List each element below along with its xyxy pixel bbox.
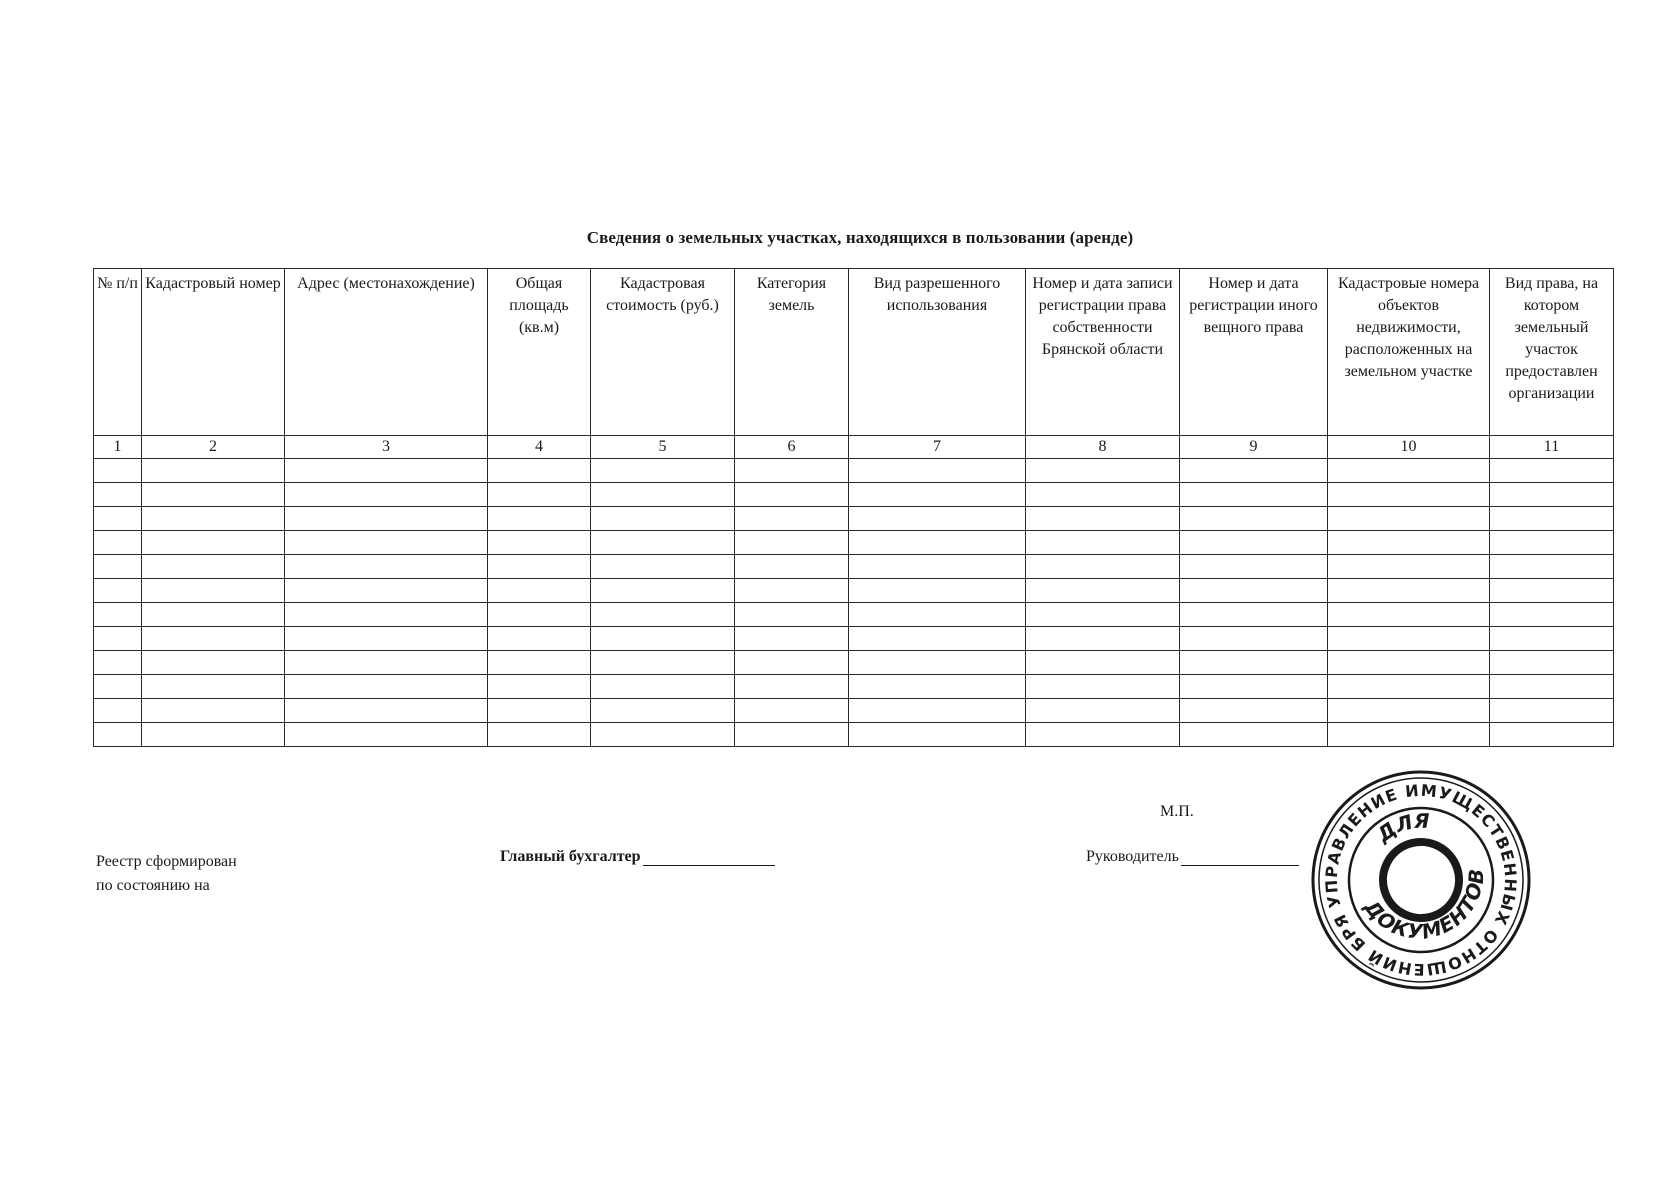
table-cell bbox=[1026, 651, 1180, 675]
table-cell bbox=[488, 699, 591, 723]
director-label: Руководитель bbox=[1086, 848, 1179, 865]
table-cell bbox=[1180, 723, 1328, 747]
table-cell bbox=[591, 555, 735, 579]
table-row bbox=[94, 483, 1614, 507]
table-row bbox=[94, 603, 1614, 627]
table-row bbox=[94, 651, 1614, 675]
column-number: 9 bbox=[1180, 436, 1328, 459]
table-cell bbox=[285, 603, 488, 627]
table-cell bbox=[849, 651, 1026, 675]
table-row bbox=[94, 531, 1614, 555]
column-header: Адрес (местонахождение) bbox=[285, 269, 488, 436]
table-cell bbox=[285, 459, 488, 483]
table-row bbox=[94, 627, 1614, 651]
table-cell bbox=[1490, 699, 1614, 723]
stamp-inner-bottom-text: ДОКУМЕНТОВ bbox=[1359, 867, 1489, 944]
table-cell bbox=[94, 651, 142, 675]
column-number: 1 bbox=[94, 436, 142, 459]
table-cell bbox=[142, 555, 285, 579]
table-cell bbox=[142, 651, 285, 675]
table-cell bbox=[1180, 651, 1328, 675]
table-cell bbox=[1026, 507, 1180, 531]
table-cell bbox=[1026, 699, 1180, 723]
table-cell bbox=[1328, 483, 1490, 507]
table-cell bbox=[1490, 555, 1614, 579]
table-cell bbox=[591, 579, 735, 603]
document-title: Сведения о земельных участках, находящихся в пользовании (аренде) bbox=[586, 228, 1134, 247]
table-cell bbox=[1328, 723, 1490, 747]
stamp-inner-top-text: ДЛЯ bbox=[1372, 808, 1430, 847]
table-cell bbox=[94, 507, 142, 531]
table-cell bbox=[849, 579, 1026, 603]
table-cell bbox=[142, 483, 285, 507]
table-cell bbox=[849, 507, 1026, 531]
table-row bbox=[94, 555, 1614, 579]
table-cell bbox=[735, 555, 849, 579]
table-cell bbox=[142, 627, 285, 651]
table-cell bbox=[1490, 675, 1614, 699]
table-cell bbox=[735, 531, 849, 555]
table-cell bbox=[1328, 555, 1490, 579]
table-row bbox=[94, 675, 1614, 699]
table-cell bbox=[1328, 675, 1490, 699]
table-cell bbox=[1180, 603, 1328, 627]
table-cell bbox=[488, 627, 591, 651]
column-number: 7 bbox=[849, 436, 1026, 459]
table-cell bbox=[142, 459, 285, 483]
table-cell bbox=[1026, 723, 1180, 747]
column-number: 3 bbox=[285, 436, 488, 459]
table-cell bbox=[1026, 555, 1180, 579]
table-cell bbox=[849, 555, 1026, 579]
column-header: Номер и дата регистрации иного вещного права bbox=[1180, 269, 1328, 436]
table-cell bbox=[1180, 579, 1328, 603]
table-cell bbox=[735, 603, 849, 627]
table-cell bbox=[488, 675, 591, 699]
chief-accountant-signature-line bbox=[643, 865, 775, 866]
table-cell bbox=[488, 579, 591, 603]
table-cell bbox=[591, 651, 735, 675]
table-cell bbox=[849, 531, 1026, 555]
table-cell bbox=[1180, 627, 1328, 651]
table-cell bbox=[142, 531, 285, 555]
table-cell bbox=[488, 555, 591, 579]
table-cell bbox=[1490, 507, 1614, 531]
table-cell bbox=[849, 723, 1026, 747]
table-cell bbox=[1490, 459, 1614, 483]
column-header: № п/п bbox=[94, 269, 142, 436]
table-cell bbox=[735, 579, 849, 603]
table-cell bbox=[1026, 483, 1180, 507]
table-cell bbox=[849, 627, 1026, 651]
table-cell bbox=[849, 675, 1026, 699]
table-cell bbox=[94, 531, 142, 555]
table-cell bbox=[285, 579, 488, 603]
table-cell bbox=[1490, 651, 1614, 675]
table-cell bbox=[488, 459, 591, 483]
table-cell bbox=[285, 507, 488, 531]
table-cell bbox=[1328, 579, 1490, 603]
registry-line-1: Реестр сформирован bbox=[96, 853, 237, 870]
table-cell bbox=[94, 483, 142, 507]
table-cell bbox=[591, 483, 735, 507]
table-cell bbox=[488, 483, 591, 507]
table-cell bbox=[285, 483, 488, 507]
table-cell bbox=[94, 699, 142, 723]
land-plots-table bbox=[93, 268, 1614, 747]
table-cell bbox=[1490, 531, 1614, 555]
chief-accountant-signature bbox=[500, 848, 775, 866]
registry-date-label bbox=[96, 850, 237, 898]
table-cell bbox=[1490, 483, 1614, 507]
seal-place-label: М.П. bbox=[1160, 803, 1194, 820]
table-cell bbox=[1180, 531, 1328, 555]
table-cell bbox=[849, 699, 1026, 723]
table-cell bbox=[735, 699, 849, 723]
table-cell bbox=[1490, 627, 1614, 651]
organization-stamp bbox=[1303, 762, 1539, 998]
table-cell bbox=[1026, 603, 1180, 627]
table-cell bbox=[1328, 459, 1490, 483]
table-cell bbox=[1026, 675, 1180, 699]
table-cell bbox=[1026, 627, 1180, 651]
column-number: 2 bbox=[142, 436, 285, 459]
table-cell bbox=[1490, 603, 1614, 627]
director-signature-line bbox=[1181, 865, 1299, 866]
header-row bbox=[94, 269, 1614, 436]
stamp-outer-text: УПРАВЛЕНИЕ ИМУЩЕСТВЕННЫХ ОТНОШЕНИЙ БРЯНСКОЙ bbox=[1321, 780, 1521, 980]
table-cell bbox=[735, 651, 849, 675]
table-cell bbox=[142, 723, 285, 747]
column-header: Кадастровый номер bbox=[142, 269, 285, 436]
table-cell bbox=[285, 531, 488, 555]
table-cell bbox=[735, 507, 849, 531]
table-cell bbox=[1026, 579, 1180, 603]
table-cell bbox=[591, 507, 735, 531]
table-row bbox=[94, 459, 1614, 483]
table-cell bbox=[285, 555, 488, 579]
table-cell bbox=[591, 627, 735, 651]
table-cell bbox=[94, 723, 142, 747]
column-number: 8 bbox=[1026, 436, 1180, 459]
table-cell bbox=[1490, 723, 1614, 747]
table-cell bbox=[285, 675, 488, 699]
table-cell bbox=[849, 459, 1026, 483]
table-cell bbox=[285, 723, 488, 747]
table-cell bbox=[1026, 459, 1180, 483]
table-cell bbox=[1328, 531, 1490, 555]
column-number: 11 bbox=[1490, 436, 1614, 459]
table-cell bbox=[1328, 627, 1490, 651]
registry-line-2: по состоянию на bbox=[96, 877, 210, 894]
table-cell bbox=[735, 675, 849, 699]
table-cell bbox=[849, 483, 1026, 507]
table-row bbox=[94, 507, 1614, 531]
column-number: 4 bbox=[488, 436, 591, 459]
table-cell bbox=[1180, 507, 1328, 531]
table-cell bbox=[94, 675, 142, 699]
table-cell bbox=[1180, 459, 1328, 483]
table-cell bbox=[94, 603, 142, 627]
table-cell bbox=[591, 603, 735, 627]
table-cell bbox=[142, 699, 285, 723]
table-cell bbox=[94, 627, 142, 651]
column-header: Кадастровые номера объектов недвижимости, расположенных на земельном участке bbox=[1328, 269, 1490, 436]
column-header: Кадастровая стоимость (руб.) bbox=[591, 269, 735, 436]
table-cell bbox=[1180, 483, 1328, 507]
table-cell bbox=[591, 531, 735, 555]
table-cell bbox=[1328, 651, 1490, 675]
table-cell bbox=[488, 507, 591, 531]
table-row bbox=[94, 579, 1614, 603]
table-cell bbox=[1026, 531, 1180, 555]
table-cell bbox=[142, 579, 285, 603]
table-cell bbox=[142, 675, 285, 699]
table-cell bbox=[591, 723, 735, 747]
column-header: Категория земель bbox=[735, 269, 849, 436]
column-number-row bbox=[94, 436, 1614, 459]
table-cell bbox=[591, 699, 735, 723]
table-cell bbox=[1180, 675, 1328, 699]
table-cell bbox=[1180, 555, 1328, 579]
table-cell bbox=[488, 531, 591, 555]
table-cell bbox=[94, 555, 142, 579]
table-cell bbox=[285, 699, 488, 723]
table-cell bbox=[1180, 699, 1328, 723]
table-cell bbox=[488, 723, 591, 747]
table-cell bbox=[591, 459, 735, 483]
column-number: 5 bbox=[591, 436, 735, 459]
chief-accountant-label: Главный бухгалтер bbox=[500, 848, 641, 865]
table-cell bbox=[735, 483, 849, 507]
column-header: Номер и дата записи регистрации права собственности Брянской области bbox=[1026, 269, 1180, 436]
table-cell bbox=[735, 627, 849, 651]
table-cell bbox=[94, 459, 142, 483]
table-cell bbox=[1328, 507, 1490, 531]
table-cell bbox=[1490, 579, 1614, 603]
table-cell bbox=[488, 603, 591, 627]
table-cell bbox=[94, 579, 142, 603]
table-cell bbox=[591, 675, 735, 699]
table-cell bbox=[1328, 603, 1490, 627]
director-signature bbox=[1086, 848, 1299, 866]
table-cell bbox=[285, 651, 488, 675]
table-row bbox=[94, 699, 1614, 723]
column-header: Общая площадь (кв.м) bbox=[488, 269, 591, 436]
column-header: Вид разрешенного использования bbox=[849, 269, 1026, 436]
table-cell bbox=[735, 723, 849, 747]
table-cell bbox=[488, 651, 591, 675]
table-cell bbox=[1328, 699, 1490, 723]
table-cell bbox=[142, 507, 285, 531]
column-number: 10 bbox=[1328, 436, 1490, 459]
table-cell bbox=[735, 459, 849, 483]
table-cell bbox=[142, 603, 285, 627]
column-header: Вид права, на котором земельный участок предоставлен организации bbox=[1490, 269, 1614, 436]
column-number: 6 bbox=[735, 436, 849, 459]
table-row bbox=[94, 723, 1614, 747]
table-cell bbox=[849, 603, 1026, 627]
table-cell bbox=[285, 627, 488, 651]
